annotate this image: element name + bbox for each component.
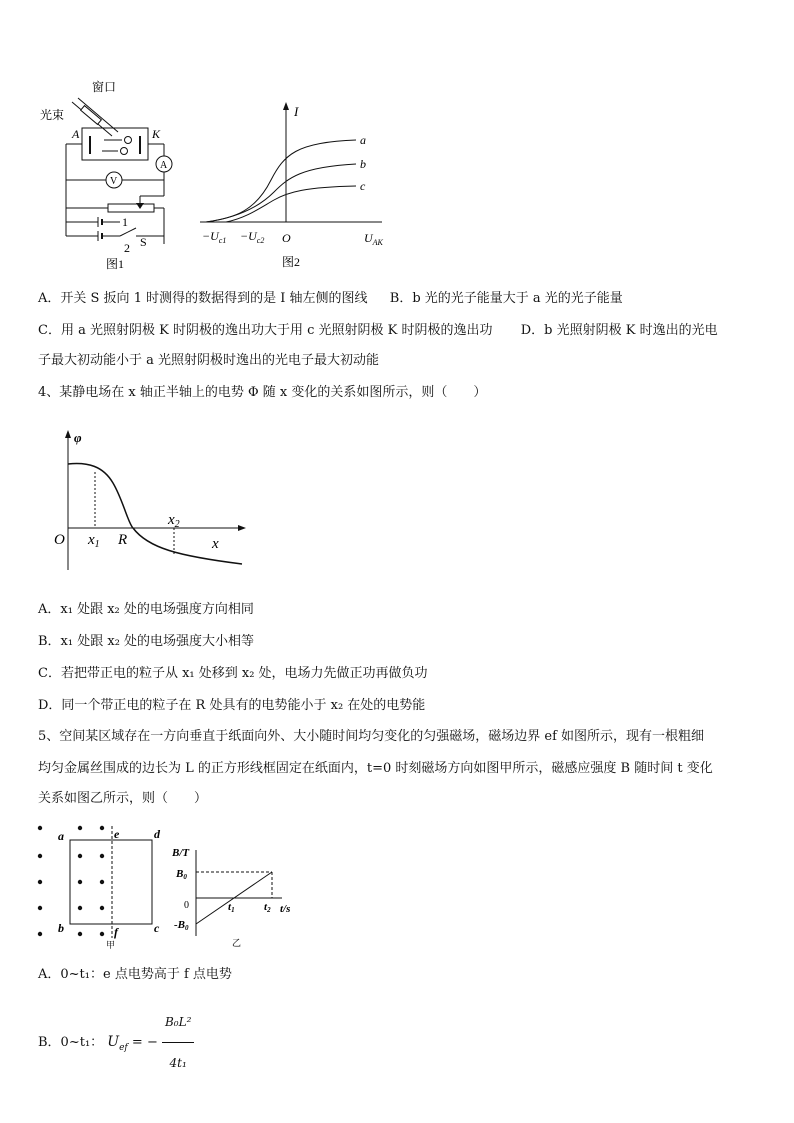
beam-line xyxy=(78,98,118,132)
q3-option-b-text: B．b 光的光子能量大于 a 光的光子能量 xyxy=(389,291,623,306)
q3-option-a xyxy=(38,290,623,308)
corner-d-label: d xyxy=(154,827,160,841)
q4-option-a: A．x₁ 处跟 x₂ 处的电场强度方向相同 xyxy=(38,602,254,617)
label-a: A xyxy=(72,127,80,141)
beam-label: 光束 xyxy=(40,108,65,122)
tick-uc2: $-U_{c2}$ xyxy=(240,229,265,245)
q5-figure-yi xyxy=(172,840,302,950)
q5-stem-line-2: 均匀金属丝围成的边长为 L 的正方形线框固定在纸面内，t=0 时刻磁场方向如图甲所示，磁感应强度 B 随时间 t 变化 xyxy=(38,761,713,776)
corner-c-label: c xyxy=(154,921,160,935)
curve-c-label: c xyxy=(360,179,366,193)
switch-lever xyxy=(120,228,136,236)
point-e-label: e xyxy=(114,827,120,841)
q4-option-b: B．x₁ 处跟 x₂ 处的电场强度大小相等 xyxy=(38,634,255,649)
q5-figure-jia xyxy=(34,822,174,952)
q5-option-b-prefix: B．0~t₁： xyxy=(38,1035,104,1050)
origin-label: O xyxy=(282,231,291,245)
q4-stem: 4、某静电场在 x 轴正半轴上的电势 Φ 随 x 变化的关系如图所示，则（ ） xyxy=(38,385,487,400)
q3-option-a-text: A．开关 S 扳向 1 时测得的数据得到的是 I 轴左侧的图线 xyxy=(38,291,368,306)
figure-1-caption: 图1 xyxy=(106,257,125,271)
x1-label: $x_1$ xyxy=(88,532,100,550)
phototube xyxy=(82,128,148,160)
curve-b xyxy=(206,164,356,222)
y-axis-arrow-icon xyxy=(283,102,289,110)
q4-potential-graph xyxy=(48,428,248,576)
q5-option-b xyxy=(38,1002,194,1070)
square-loop xyxy=(70,840,152,924)
switch-1-label: 1 xyxy=(122,215,128,229)
electron-icon xyxy=(125,137,132,144)
q3-option-c-text: C．用 a 光照射阴极 K 时阴极的逸出功大于用 c 光照射阴极 K 时阴极的逸出功 xyxy=(38,323,493,338)
q3-option-c xyxy=(38,322,718,340)
formula-eq: = − xyxy=(131,1035,158,1050)
figure-2-caption: 图2 xyxy=(282,255,301,269)
x-axis-arrow-icon xyxy=(238,525,246,531)
label-k: K xyxy=(152,127,161,141)
rheostat xyxy=(108,204,154,212)
figure-jia-caption: 甲 xyxy=(106,940,116,950)
q5-option-a: A．0~t₁：e 点电势高于 f 点电势 xyxy=(38,967,232,982)
curve-a xyxy=(206,140,356,222)
switch-2-label: 2 xyxy=(124,241,130,255)
figure-1-circuit xyxy=(36,76,186,276)
q3-option-d-text: D．b 光照射阴极 K 时逸出的光电 xyxy=(520,323,718,338)
magnetic-field-dots xyxy=(38,826,104,936)
switch-s-label: S xyxy=(140,235,147,249)
t2-label: t2 xyxy=(264,901,271,914)
ammeter-label: A xyxy=(160,160,168,171)
tick-uc1: $-U_{c1}$ xyxy=(202,229,227,245)
formula-denominator: 4t₁ xyxy=(169,1056,187,1070)
q5-stem-line-3: 关系如图乙所示，则（ ） xyxy=(38,791,208,806)
q4-option-d: D．同一个带正电的粒子在 R 处具有的电势能小于 x₂ 在处的电势能 xyxy=(38,698,426,713)
origin-label: O xyxy=(54,532,65,548)
x-axis-label: x xyxy=(212,536,219,552)
curve-b-label: b xyxy=(360,157,366,171)
r-label: R xyxy=(118,532,128,548)
neg-b0-label: -B0 xyxy=(174,919,189,932)
curve-a-label: a xyxy=(360,133,366,147)
axis-t-label: t/s xyxy=(280,903,291,915)
b0-label: B0 xyxy=(176,868,187,881)
t1-label: t1 xyxy=(228,901,235,914)
formula-fraction xyxy=(162,1002,194,1083)
y-axis-arrow-icon xyxy=(65,430,71,438)
electron-icon xyxy=(121,148,128,155)
corner-a-label: a xyxy=(58,829,64,843)
axis-u-label: $U_{AK}$ xyxy=(364,231,383,247)
x2-label: $x_2$ xyxy=(168,512,180,530)
q3-option-d-cont: 子最大初动能小于 a 光照射阴极时逸出的光电子最大初动能 xyxy=(38,353,380,368)
formula-numerator: B₀L² xyxy=(162,1002,194,1043)
axis-i-label: I xyxy=(294,104,299,119)
corner-b-label: b xyxy=(58,921,64,935)
formula-lhs: $U_{ef}$ xyxy=(107,1034,128,1053)
curve-c xyxy=(226,186,356,222)
voltmeter-label: V xyxy=(110,176,118,187)
point-f-label: f xyxy=(114,925,118,939)
axis-b-label: B/T xyxy=(172,847,190,859)
figure-yi-caption: 乙 xyxy=(232,938,242,948)
q5-stem-line-1: 5、空间某区域存在一方向垂直于纸面向外、大小随时间均匀变化的匀强磁场，磁场边界 ef 如图所示，现有一根粗细 xyxy=(38,729,705,744)
figure-2-iv-curves xyxy=(196,100,396,272)
window-label: 窗口 xyxy=(92,80,117,94)
q4-option-c: C．若把带正电的粒子从 x₁ 处移到 x₂ 处，电场力先做正功再做负功 xyxy=(38,666,428,681)
phi-label: φ xyxy=(74,430,82,445)
zero-label: 0 xyxy=(184,900,189,911)
